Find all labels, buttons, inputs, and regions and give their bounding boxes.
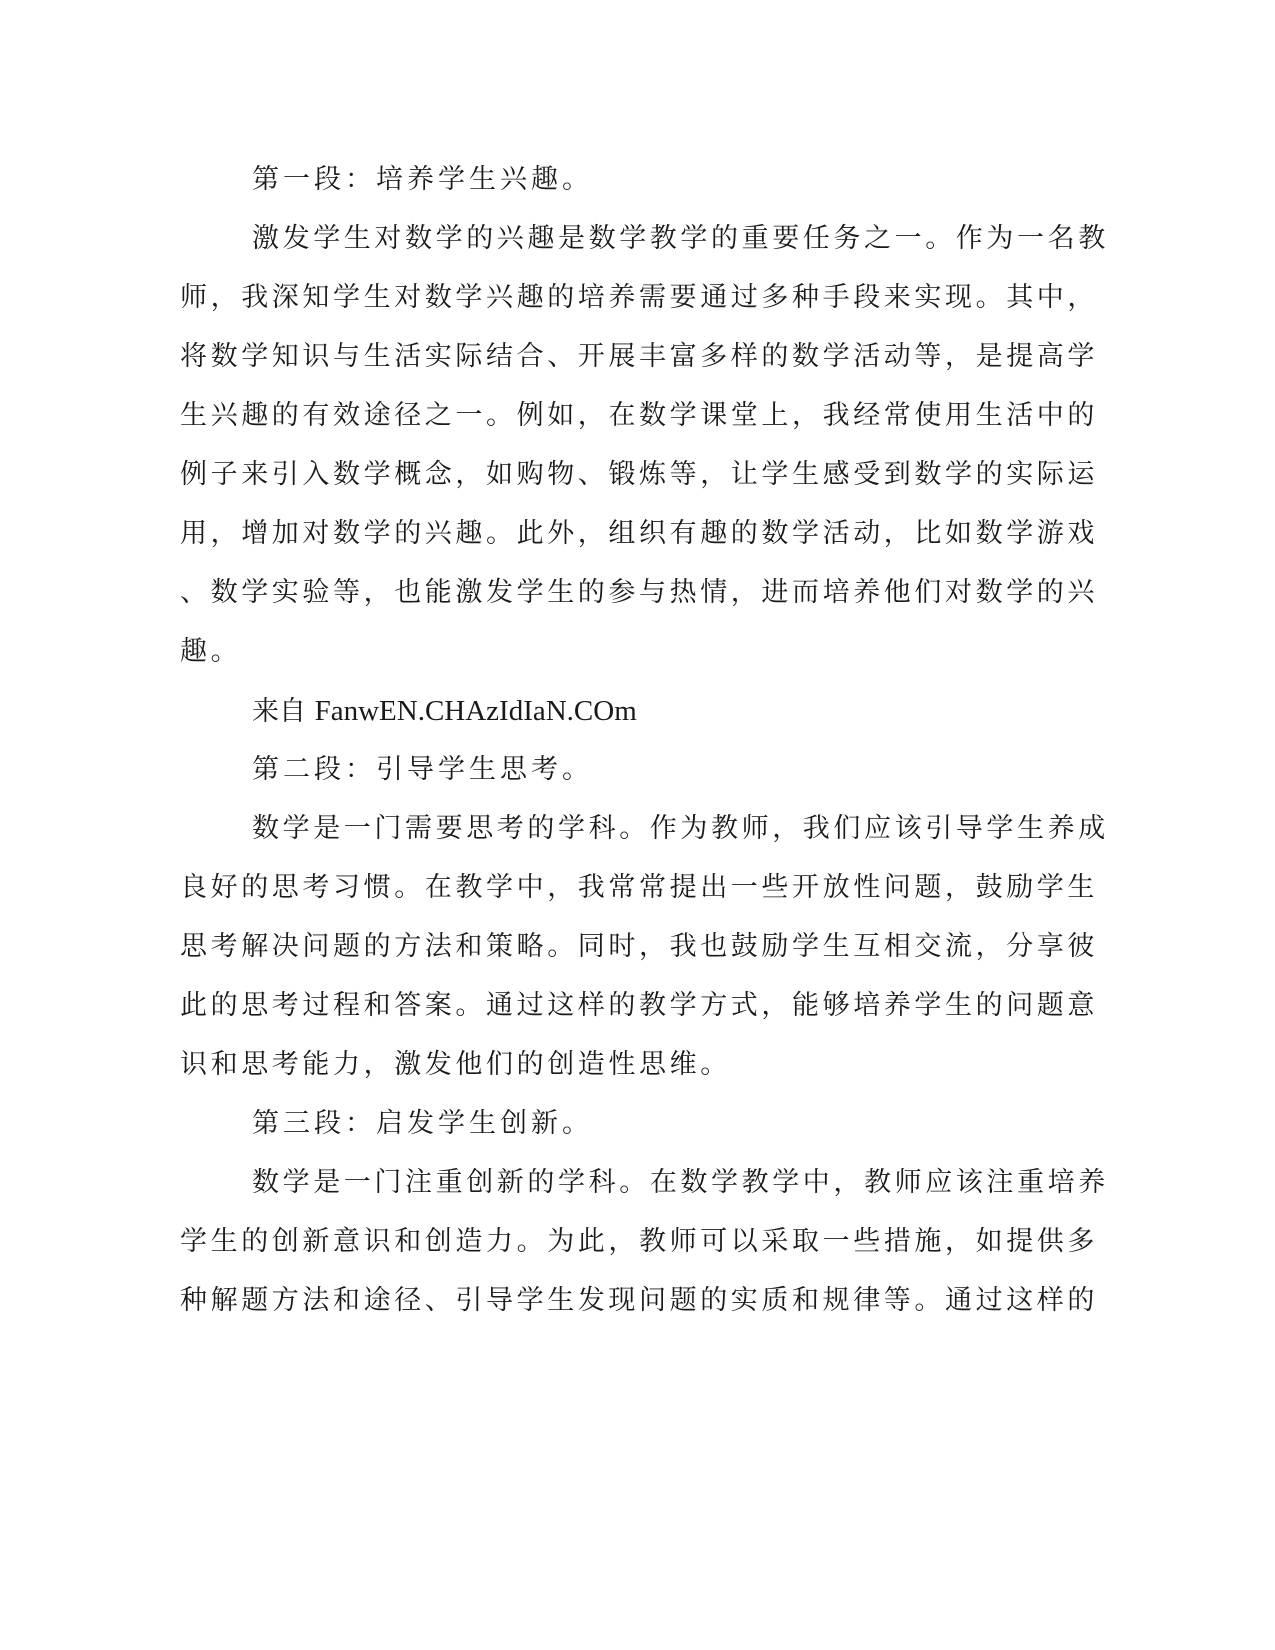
source-site: FanwEN.CHAzIdIaN.COm: [314, 695, 637, 727]
section-heading: 第二段：引导学生思考。: [252, 754, 593, 785]
paragraph-line: 将数学知识与生活实际结合、开展丰富多样的数学活动等，是提高学: [180, 341, 1098, 372]
section-heading: 第三段：启发学生创新。: [252, 1108, 593, 1139]
paragraph-line: 生兴趣的有效途径之一。例如，在数学课堂上，我经常使用生活中的: [180, 400, 1098, 431]
paragraph-line: 、数学实验等，也能激发学生的参与热情，进而培养他们对数学的兴: [180, 577, 1098, 608]
paragraph-line: 学生的创新意识和创造力。为此，教师可以采取一些措施，如提供多: [180, 1226, 1098, 1257]
paragraph-line: 趣。: [180, 636, 242, 667]
paragraph-line: 用，增加对数学的兴趣。此外，组织有趣的数学活动，比如数学游戏: [180, 518, 1098, 549]
paragraph-line: 识和思考能力，激发他们的创造性思维。: [180, 1049, 731, 1080]
paragraph-line: 数学是一门需要思考的学科。作为教师，我们应该引导学生养成: [252, 813, 1109, 844]
paragraph-line: 师，我深知学生对数学兴趣的培养需要通过多种手段来实现。其中，: [180, 282, 1098, 313]
paragraph-line: 例子来引入数学概念，如购物、锻炼等，让学生感受到数学的实际运: [180, 459, 1098, 490]
section-heading: 第一段：培养学生兴趣。: [252, 164, 593, 195]
paragraph-line: 良好的思考习惯。在教学中，我常常提出一些开放性问题，鼓励学生: [180, 872, 1098, 903]
paragraph-line: 激发学生对数学的兴趣是数学教学的重要任务之一。作为一名教: [252, 223, 1109, 254]
paragraph-line: 种解题方法和途径、引导学生发现问题的实质和规律等。通过这样的: [180, 1285, 1098, 1316]
paragraph-line: 此的思考过程和答案。通过这样的教学方式，能够培养学生的问题意: [180, 990, 1098, 1021]
source-prefix: 来自: [252, 696, 306, 727]
paragraph-line: 数学是一门注重创新的学科。在数学教学中，教师应该注重培养: [252, 1167, 1109, 1198]
source-line: [252, 691, 637, 732]
paragraph-line: 思考解决问题的方法和策略。同时，我也鼓励学生互相交流，分享彼: [180, 931, 1098, 962]
